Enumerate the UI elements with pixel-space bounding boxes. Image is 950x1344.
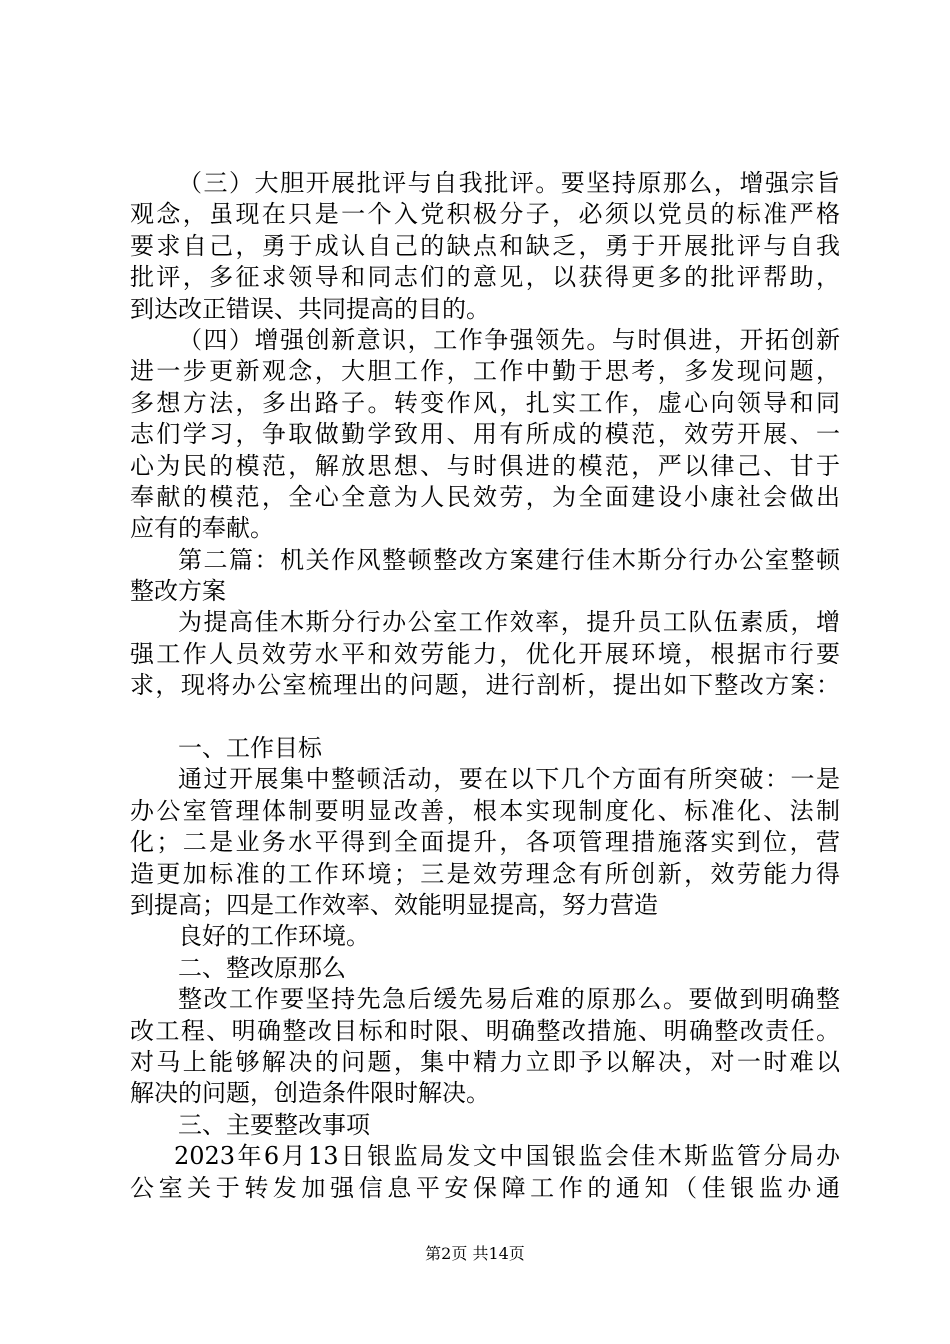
paragraph-line: 办公室管理体制要明显改善，根本实现制度化、标准化、法制 bbox=[130, 796, 840, 825]
paragraph-line: 观念，虽现在只是一个入党积极分子，必须以党员的标准严格 bbox=[130, 200, 840, 229]
blank-line bbox=[130, 702, 840, 733]
paragraph-line: 到达改正错误、共同提高的目的。 bbox=[130, 294, 490, 323]
paragraph-line: 应有的奉献。 bbox=[130, 514, 274, 543]
paragraph-line: 志们学习，争取做勤学致用、用有所成的模范，效劳开展、一 bbox=[130, 420, 840, 449]
paragraph-line: 强工作人员效劳水平和效劳能力，优化开展环境，根据市行要 bbox=[130, 639, 840, 668]
paragraph-line: 整改工作要坚持先急后缓先易后难的原那么。要做到明确整 bbox=[178, 985, 840, 1014]
subheading-line: 二、整改原那么 bbox=[178, 953, 346, 982]
paragraph-line: 良好的工作环境。 bbox=[178, 922, 370, 951]
section-heading-line: 第二篇：机关作风整顿整改方案建行佳木斯分行办公室整顿 bbox=[178, 545, 840, 574]
paragraph-line: 化；二是业务水平得到全面提升，各项管理措施落实到位，营 bbox=[130, 828, 840, 857]
paragraph-line: 对马上能够解决的问题，集中精力立即予以解决，对一时难以 bbox=[130, 1047, 840, 1076]
paragraph-line: （三）大胆开展批评与自我批评。要坚持原那么，增强宗旨 bbox=[178, 169, 840, 197]
paragraph-line: 求，现将办公室梳理出的问题，进行剖析，提出如下整改方案： bbox=[130, 671, 840, 700]
subheading-line: 三、主要整改事项 bbox=[178, 1110, 370, 1139]
paragraph-line: 通过开展集中整顿活动，要在以下几个方面有所突破：一是 bbox=[178, 765, 840, 794]
subheading-line: 一、工作目标 bbox=[178, 734, 322, 763]
paragraph-line: 多想方法，多出路子。转变作风，扎实工作，虚心向领导和同 bbox=[130, 388, 840, 417]
paragraph-line: 公室关于转发加强信息平安保障工作的通知（佳银监办通 bbox=[130, 1173, 840, 1202]
paragraph-line: （四）增强创新意识，工作争强领先。与时俱进，开拓创新 bbox=[178, 325, 840, 354]
paragraph-line: 造更加标准的工作环境；三是效劳理念有所创新，效劳能力得 bbox=[130, 859, 840, 888]
section-heading-line: 整改方案 bbox=[130, 577, 226, 606]
paragraph-line: 改工程、明确整改目标和时限、明确整改措施、明确整改责任。 bbox=[130, 1016, 840, 1045]
paragraph-line: 批评，多征求领导和同志们的意见，以获得更多的批评帮助， bbox=[130, 263, 840, 292]
paragraph-line: 解决的问题，创造条件限时解决。 bbox=[130, 1079, 490, 1108]
paragraph-line: 要求自己，勇于成认自己的缺点和缺乏，勇于开展批评与自我 bbox=[130, 231, 840, 260]
paragraph-line: 奉献的模范，全心全意为人民效劳，为全面建设小康社会做出 bbox=[130, 482, 840, 511]
page-number-footer: 第2页 共14页 bbox=[425, 1244, 525, 1263]
paragraph-line: 为提高佳木斯分行办公室工作效率，提升员工队伍素质，增 bbox=[178, 608, 840, 637]
paragraph-line: 进一步更新观念，大胆工作，工作中勤于思考，多发现问题， bbox=[130, 357, 840, 386]
paragraph-line: 2023年6月13日银监局发文中国银监会佳木斯监管分局办 bbox=[174, 1142, 840, 1171]
paragraph-line: 到提高；四是工作效率、效能明显提高，努力营造 bbox=[130, 890, 658, 919]
paragraph-line: 心为民的模范，解放思想、与时俱进的模范，严以律己、甘于 bbox=[130, 451, 840, 480]
document-body bbox=[130, 168, 840, 1204]
